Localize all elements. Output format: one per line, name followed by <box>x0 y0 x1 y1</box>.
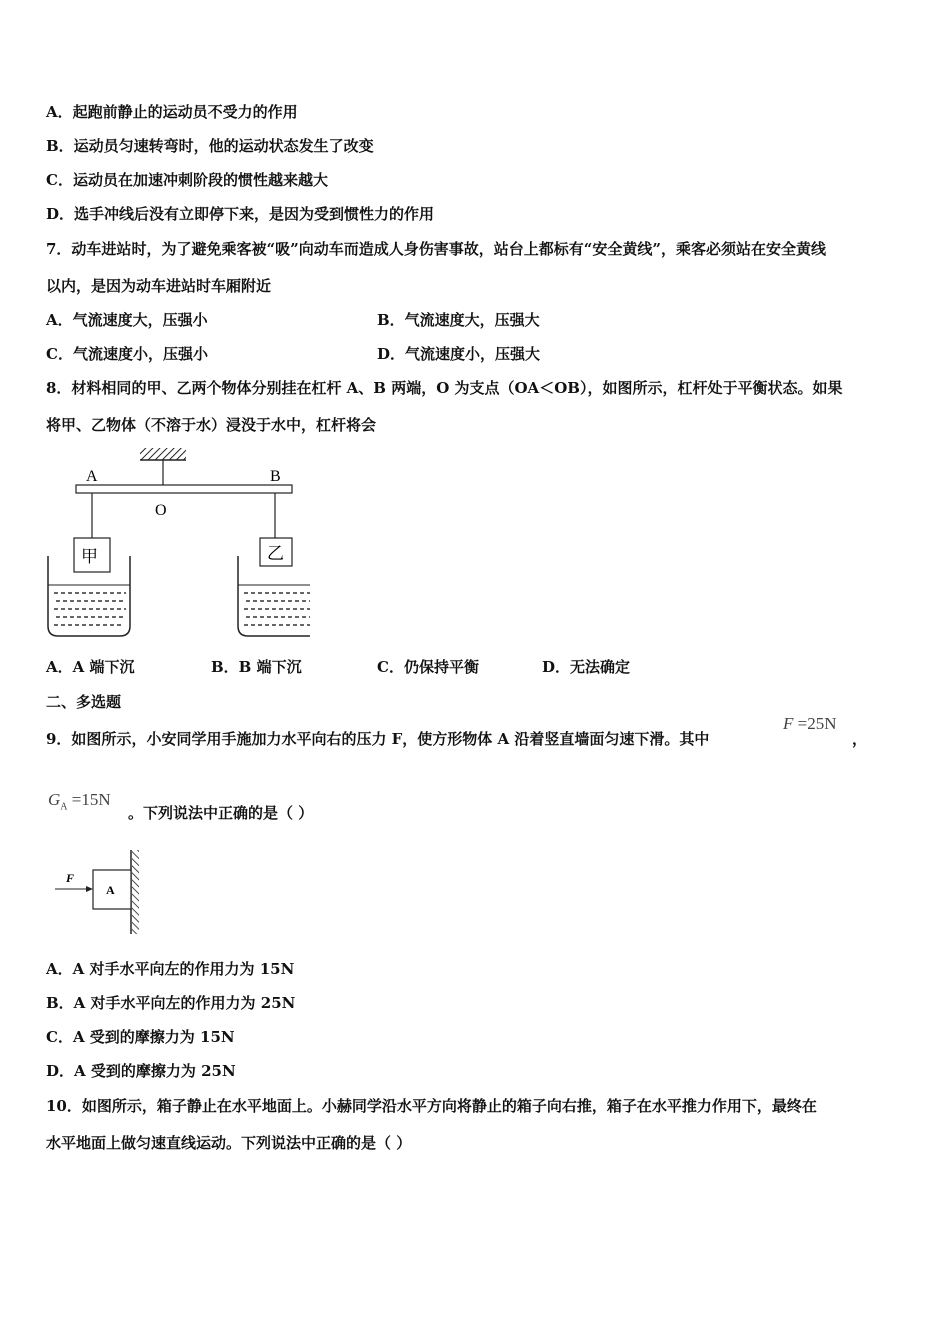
q8-stem-line2: 将甲、乙物体（不溶于水）浸没于水中，杠杆将会 <box>46 416 377 434</box>
label-yi: 乙 <box>267 544 284 564</box>
wall-hatch <box>132 850 139 934</box>
q9-stem-line2: 。下列说法中正确的是（ ） <box>128 804 314 822</box>
q6-option-b: B．运动员匀速转弯时，他的运动状态发生了改变 <box>46 137 374 155</box>
q10-stem-line2: 水平地面上做匀速直线运动。下列说法中正确的是（ ） <box>46 1134 412 1152</box>
q9-option-d: D．A 受到的摩擦力为 25N <box>46 1062 236 1080</box>
q8-option-d: D．无法确定 <box>542 658 631 676</box>
q10-stem-line1: 10．如图所示，箱子静止在水平地面上。小赫同学沿水平方向将静止的箱子向右推，箱子在水平推力作用下，最终在 <box>46 1097 817 1115</box>
q7-option-b: B．气流速度大，压强大 <box>377 311 540 329</box>
force-label: F <box>66 871 75 885</box>
q7-option-a: A．气流速度大，压强小 <box>46 311 208 329</box>
q8-option-c: C．仍保持平衡 <box>377 658 479 676</box>
q7-stem-line2: 以内，是因为动车进站时车厢附近 <box>46 277 272 295</box>
q9-option-a: A．A 对手水平向左的作用力为 15N <box>46 960 295 978</box>
label-o: O <box>155 502 167 519</box>
formula-f: F =25N <box>783 714 837 733</box>
q6-option-d: D．选手冲线后没有立即停下来，是因为受到惯性力的作用 <box>46 205 435 223</box>
label-b: B <box>270 468 281 485</box>
lever-figure <box>40 440 310 645</box>
q6-option-c: C．运动员在加速冲刺阶段的惯性越来越大 <box>46 171 328 189</box>
formula-ga: $G_A =15N$ <box>48 790 111 813</box>
q8-option-b: B．B 端下沉 <box>211 658 302 676</box>
block-a-label: A <box>106 883 115 897</box>
q9-stem-line1: 9．如图所示，小安同学用手施加力水平向右的压力 F，使方形物体 A 沿着竖直墙面匀速下滑。其中 <box>46 730 710 748</box>
right-water <box>244 593 310 625</box>
q9-comma: ， <box>852 730 868 748</box>
q9-option-b: B．A 对手水平向左的作用力为 25N <box>46 994 296 1012</box>
left-water <box>54 593 126 625</box>
right-container <box>238 556 310 636</box>
wall-figure <box>50 848 150 938</box>
label-jia: 甲 <box>81 547 98 567</box>
q9-option-c: C．A 受到的摩擦力为 15N <box>46 1028 235 1046</box>
q7-stem-line1: 7．动车进站时，为了避免乘客被“吸”向动车而造成人身伤害事故，站台上都标有“安全黄线”，乘客必须站在安全黄线 <box>46 240 826 258</box>
lever-bar <box>76 485 292 493</box>
section-title: 二、多选题 <box>46 693 122 711</box>
ceiling-hatch <box>140 448 186 460</box>
q7-option-d: D．气流速度小，压强大 <box>377 345 541 363</box>
label-a: A <box>86 468 98 485</box>
q8-stem-line1: 8．材料相同的甲、乙两个物体分别挂在杠杆 A、B 两端，O 为支点（OA＜OB），如图所示，杠杆处于平衡状态。如果 <box>46 379 843 397</box>
q7-option-c: C．气流速度小，压强小 <box>46 345 208 363</box>
q6-option-a: A．起跑前静止的运动员不受力的作用 <box>46 103 298 121</box>
q8-option-a: A．A 端下沉 <box>46 658 135 676</box>
